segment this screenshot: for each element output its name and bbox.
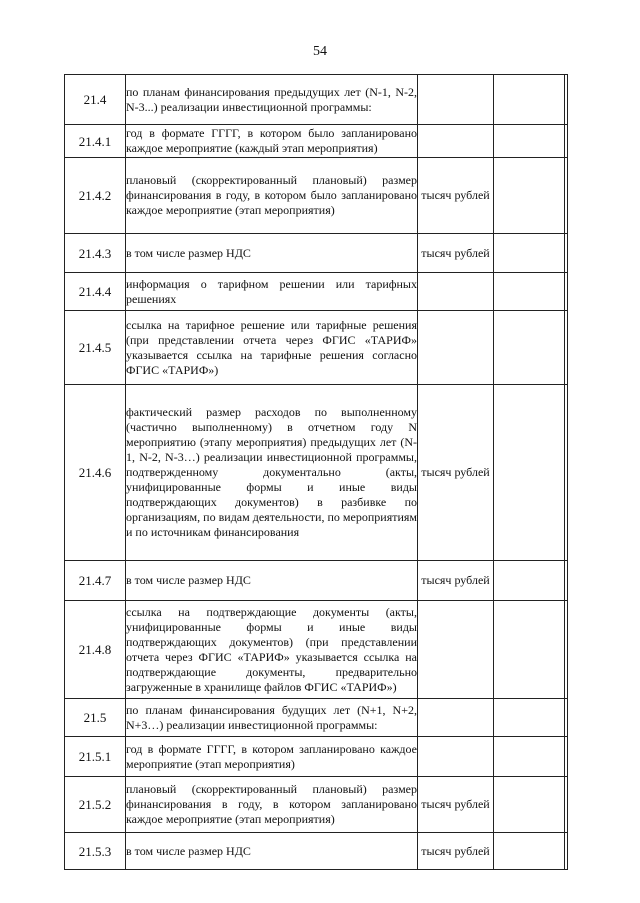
item-number-cell: 21.4.1 <box>65 125 126 158</box>
unit-cell: тысяч рублей <box>418 385 494 561</box>
empty-cell <box>494 385 565 561</box>
item-number-cell: 21.4.2 <box>65 158 126 234</box>
item-number-cell: 21.5.2 <box>65 777 126 833</box>
requirements-table <box>64 74 568 870</box>
table-row <box>65 601 568 699</box>
page-number: 54 <box>313 44 327 59</box>
item-description-cell: по планам финансирования будущих лет (N+1, N+2, N+3…) реализации инвестиционной программы: <box>126 699 418 737</box>
empty-cell <box>565 125 568 158</box>
unit-cell: тысяч рублей <box>418 833 494 870</box>
unit-cell <box>418 737 494 777</box>
item-description-cell: по планам финансирования предыдущих лет (N-1, N-2, N-3...) реализации инвестиционной программы: <box>126 75 418 125</box>
empty-cell <box>565 234 568 273</box>
table-row <box>65 273 568 311</box>
empty-cell <box>565 385 568 561</box>
empty-cell <box>565 601 568 699</box>
empty-cell <box>494 311 565 385</box>
unit-cell <box>418 75 494 125</box>
empty-cell <box>494 158 565 234</box>
empty-cell <box>565 699 568 737</box>
empty-cell <box>565 737 568 777</box>
item-number-cell: 21.4.7 <box>65 561 126 601</box>
unit-cell <box>418 601 494 699</box>
table-row <box>65 777 568 833</box>
table-row <box>65 737 568 777</box>
unit-cell <box>418 125 494 158</box>
table-row <box>65 385 568 561</box>
unit-cell: тысяч рублей <box>418 777 494 833</box>
item-description-cell: плановый (скорректированный плановый) размер финансирования в году, в котором запланировано каждое мероприятие (этап мероприятия) <box>126 777 418 833</box>
empty-cell <box>494 601 565 699</box>
table-row <box>65 234 568 273</box>
unit-cell: тысяч рублей <box>418 234 494 273</box>
table-row <box>65 75 568 125</box>
item-description-cell: плановый (скорректированный плановый) размер финансирования в году, в котором было запланировано каждое мероприятие (этап мероприятия) <box>126 158 418 234</box>
item-description-cell: год в формате ГГГГ, в котором запланировано каждое мероприятие (этап мероприятия) <box>126 737 418 777</box>
item-description-cell: ссылка на тарифное решение или тарифные решения (при представлении отчета через ФГИС «ТАРИФ» указывается ссылка на тарифные решения согласно ФГИС «ТАРИФ») <box>126 311 418 385</box>
empty-cell <box>565 75 568 125</box>
unit-cell <box>418 273 494 311</box>
empty-cell <box>494 699 565 737</box>
empty-cell <box>565 777 568 833</box>
item-number-cell: 21.4.6 <box>65 385 126 561</box>
table-row <box>65 833 568 870</box>
unit-cell: тысяч рублей <box>418 158 494 234</box>
empty-cell <box>494 833 565 870</box>
empty-cell <box>565 158 568 234</box>
item-number-cell: 21.5.3 <box>65 833 126 870</box>
unit-cell: тысяч рублей <box>418 561 494 601</box>
item-description-cell: в том числе размер НДС <box>126 234 418 273</box>
item-number-cell: 21.5.1 <box>65 737 126 777</box>
empty-cell <box>565 561 568 601</box>
empty-cell <box>494 75 565 125</box>
table-row <box>65 699 568 737</box>
table-row <box>65 158 568 234</box>
empty-cell <box>494 234 565 273</box>
empty-cell <box>494 125 565 158</box>
item-number-cell: 21.5 <box>65 699 126 737</box>
empty-cell <box>565 311 568 385</box>
item-number-cell: 21.4.8 <box>65 601 126 699</box>
empty-cell <box>565 833 568 870</box>
item-description-cell: ссылка на подтверждающие документы (акты, унифицированные формы и иные виды подтверждающих документов) (при представлении отчета через ФГИС «ТАРИФ» указывается ссылка на подтверждающие документы, предварительно загруженные в хранилище файлов ФГИС «ТАРИФ») <box>126 601 418 699</box>
item-number-cell: 21.4 <box>65 75 126 125</box>
item-description-cell: информация о тарифном решении или тарифных решениях <box>126 273 418 311</box>
unit-cell <box>418 699 494 737</box>
item-description-cell: фактический размер расходов по выполненному (частично выполненному) в отчетном году N мероприятию (этапу мероприятия) предыдущих лет (N-1, N-2, N-3…) реализации инвестиционной программы, подтвержденному документально (акты, унифицированные формы и иные виды подтверждающих документов) в разбивке по организациям, по видам деятельности, по мероприятиям и по источникам финансирования <box>126 385 418 561</box>
table-row <box>65 125 568 158</box>
unit-cell <box>418 311 494 385</box>
empty-cell <box>494 561 565 601</box>
empty-cell <box>494 273 565 311</box>
empty-cell <box>565 273 568 311</box>
empty-cell <box>494 777 565 833</box>
empty-cell <box>494 737 565 777</box>
table-row <box>65 561 568 601</box>
table-row <box>65 311 568 385</box>
item-number-cell: 21.4.5 <box>65 311 126 385</box>
item-description-cell: в том числе размер НДС <box>126 561 418 601</box>
item-number-cell: 21.4.4 <box>65 273 126 311</box>
item-description-cell: год в формате ГГГГ, в котором было запланировано каждое мероприятие (каждый этап мероприятия) <box>126 125 418 158</box>
item-number-cell: 21.4.3 <box>65 234 126 273</box>
item-description-cell: в том числе размер НДС <box>126 833 418 870</box>
